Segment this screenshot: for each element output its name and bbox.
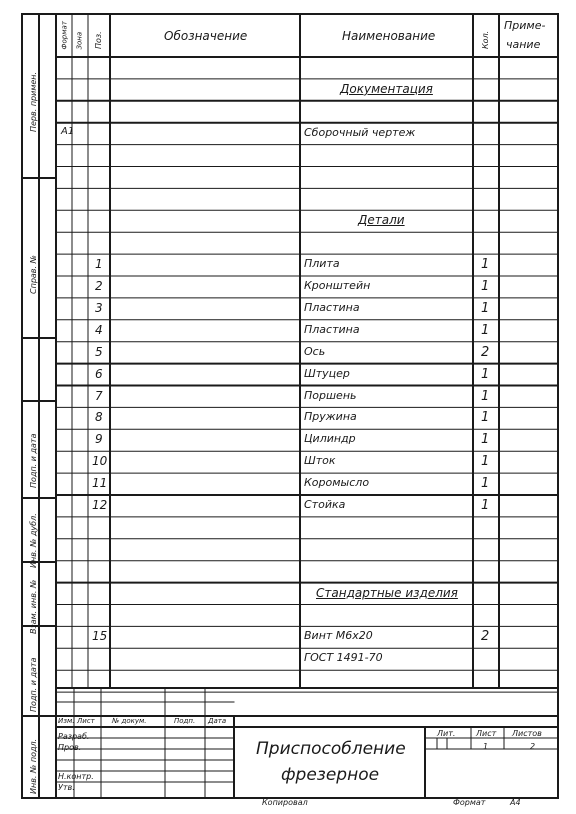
tb-col-doc: № докум. xyxy=(112,717,147,725)
side-label-inv-orig: Инв. № подл. xyxy=(29,738,38,794)
row-pos: 9 xyxy=(95,432,103,447)
tb-developed: Разраб. xyxy=(58,732,90,741)
row-name: Пластина xyxy=(304,300,360,314)
row-name: Ось xyxy=(304,344,326,358)
header-pos: Поз. xyxy=(94,31,103,49)
row-name: Стандартные изделия xyxy=(316,585,458,600)
row-qty: 1 xyxy=(481,279,490,294)
tb-sheets-value: 2 xyxy=(530,742,536,751)
row-name: Кронштейн xyxy=(304,279,371,292)
row-pos: 4 xyxy=(95,322,103,337)
side-label-sign-date-1: Подп. и дата xyxy=(29,433,38,488)
row-name: Сборочный чертеж xyxy=(304,125,416,139)
row-qty: 1 xyxy=(481,322,490,338)
footer-copied: Копировал xyxy=(262,798,308,807)
row-name: Коромысло xyxy=(304,476,370,490)
row-name: ГОСТ 1491-70 xyxy=(304,651,383,665)
side-label-ref-no: Справ. № xyxy=(29,255,38,294)
tb-col-date: Дата xyxy=(208,717,227,725)
row-qty: 1 xyxy=(481,388,490,404)
row-pos: 11 xyxy=(92,476,108,491)
row-qty: 1 xyxy=(481,366,490,382)
header-format: Формат xyxy=(60,21,69,50)
row-pos: 10 xyxy=(92,454,108,469)
row-format: А1 xyxy=(61,125,75,137)
side-label-first-use: Перв. примен. xyxy=(29,71,38,132)
side-label-sign-date-2: Подп. и дата xyxy=(29,657,38,712)
header-note-line1: Приме- xyxy=(504,19,546,32)
row-pos: 7 xyxy=(95,388,103,403)
footer-format-label: Формат xyxy=(453,798,486,807)
row-name: Шток xyxy=(304,454,336,468)
tb-norm-control: Н.контр. xyxy=(58,772,94,781)
row-qty: 2 xyxy=(481,629,490,645)
tb-approved: Утв. xyxy=(58,783,75,792)
row-pos: 15 xyxy=(92,629,108,644)
row-name: Детали xyxy=(358,213,405,228)
row-name: Плита xyxy=(304,257,340,271)
row-qty: 1 xyxy=(481,454,490,470)
row-pos: 5 xyxy=(95,344,103,359)
row-name: Винт М6х20 xyxy=(304,629,373,643)
footer-format-value: А4 xyxy=(510,798,521,807)
row-name: Пружина xyxy=(304,410,357,424)
side-label-replace-inv: Взам. инв. № xyxy=(29,579,38,634)
tb-title-line2: фрезерное xyxy=(281,765,380,785)
tb-checked: Пров. xyxy=(58,743,82,752)
row-qty: 1 xyxy=(481,498,490,513)
row-qty: 1 xyxy=(481,257,490,273)
tb-col-sign: Подп. xyxy=(174,717,196,725)
tb-col-sheet: Лист xyxy=(77,717,95,725)
header-name: Наименование xyxy=(342,29,436,43)
tb-lit-label: Лит. xyxy=(437,729,456,738)
row-qty: 1 xyxy=(481,410,490,426)
row-pos: 12 xyxy=(92,498,108,512)
row-pos: 1 xyxy=(95,257,103,272)
row-qty: 1 xyxy=(481,432,490,448)
row-name: Цилиндр xyxy=(304,432,356,446)
row-name: Документация xyxy=(340,81,433,96)
tb-sheet-label: Лист xyxy=(476,729,497,738)
row-qty: 1 xyxy=(481,476,490,492)
tb-title-line1: Приспособление xyxy=(256,739,406,759)
row-pos: 6 xyxy=(95,366,103,381)
side-label-inv-dup: Инв. № дубл. xyxy=(29,513,38,568)
tb-col-change: Изм. xyxy=(58,717,75,725)
row-pos: 3 xyxy=(95,300,103,315)
header-qty: Кол. xyxy=(481,30,490,49)
header-zone: Зона xyxy=(75,31,84,50)
tb-sheet-value: 1 xyxy=(483,742,489,751)
row-qty: 2 xyxy=(481,344,490,360)
row-pos: 8 xyxy=(95,410,103,425)
row-qty: 1 xyxy=(481,300,490,316)
row-pos: 2 xyxy=(95,279,103,293)
row-name: Пластина xyxy=(304,322,360,336)
row-name: Поршень xyxy=(304,388,357,402)
tb-sheets-label: Листов xyxy=(512,729,542,738)
row-name: Стойка xyxy=(304,498,346,511)
row-name: Штуцер xyxy=(304,366,350,380)
header-note-line2: чание xyxy=(506,38,541,51)
header-designation: Обозначение xyxy=(164,29,248,43)
